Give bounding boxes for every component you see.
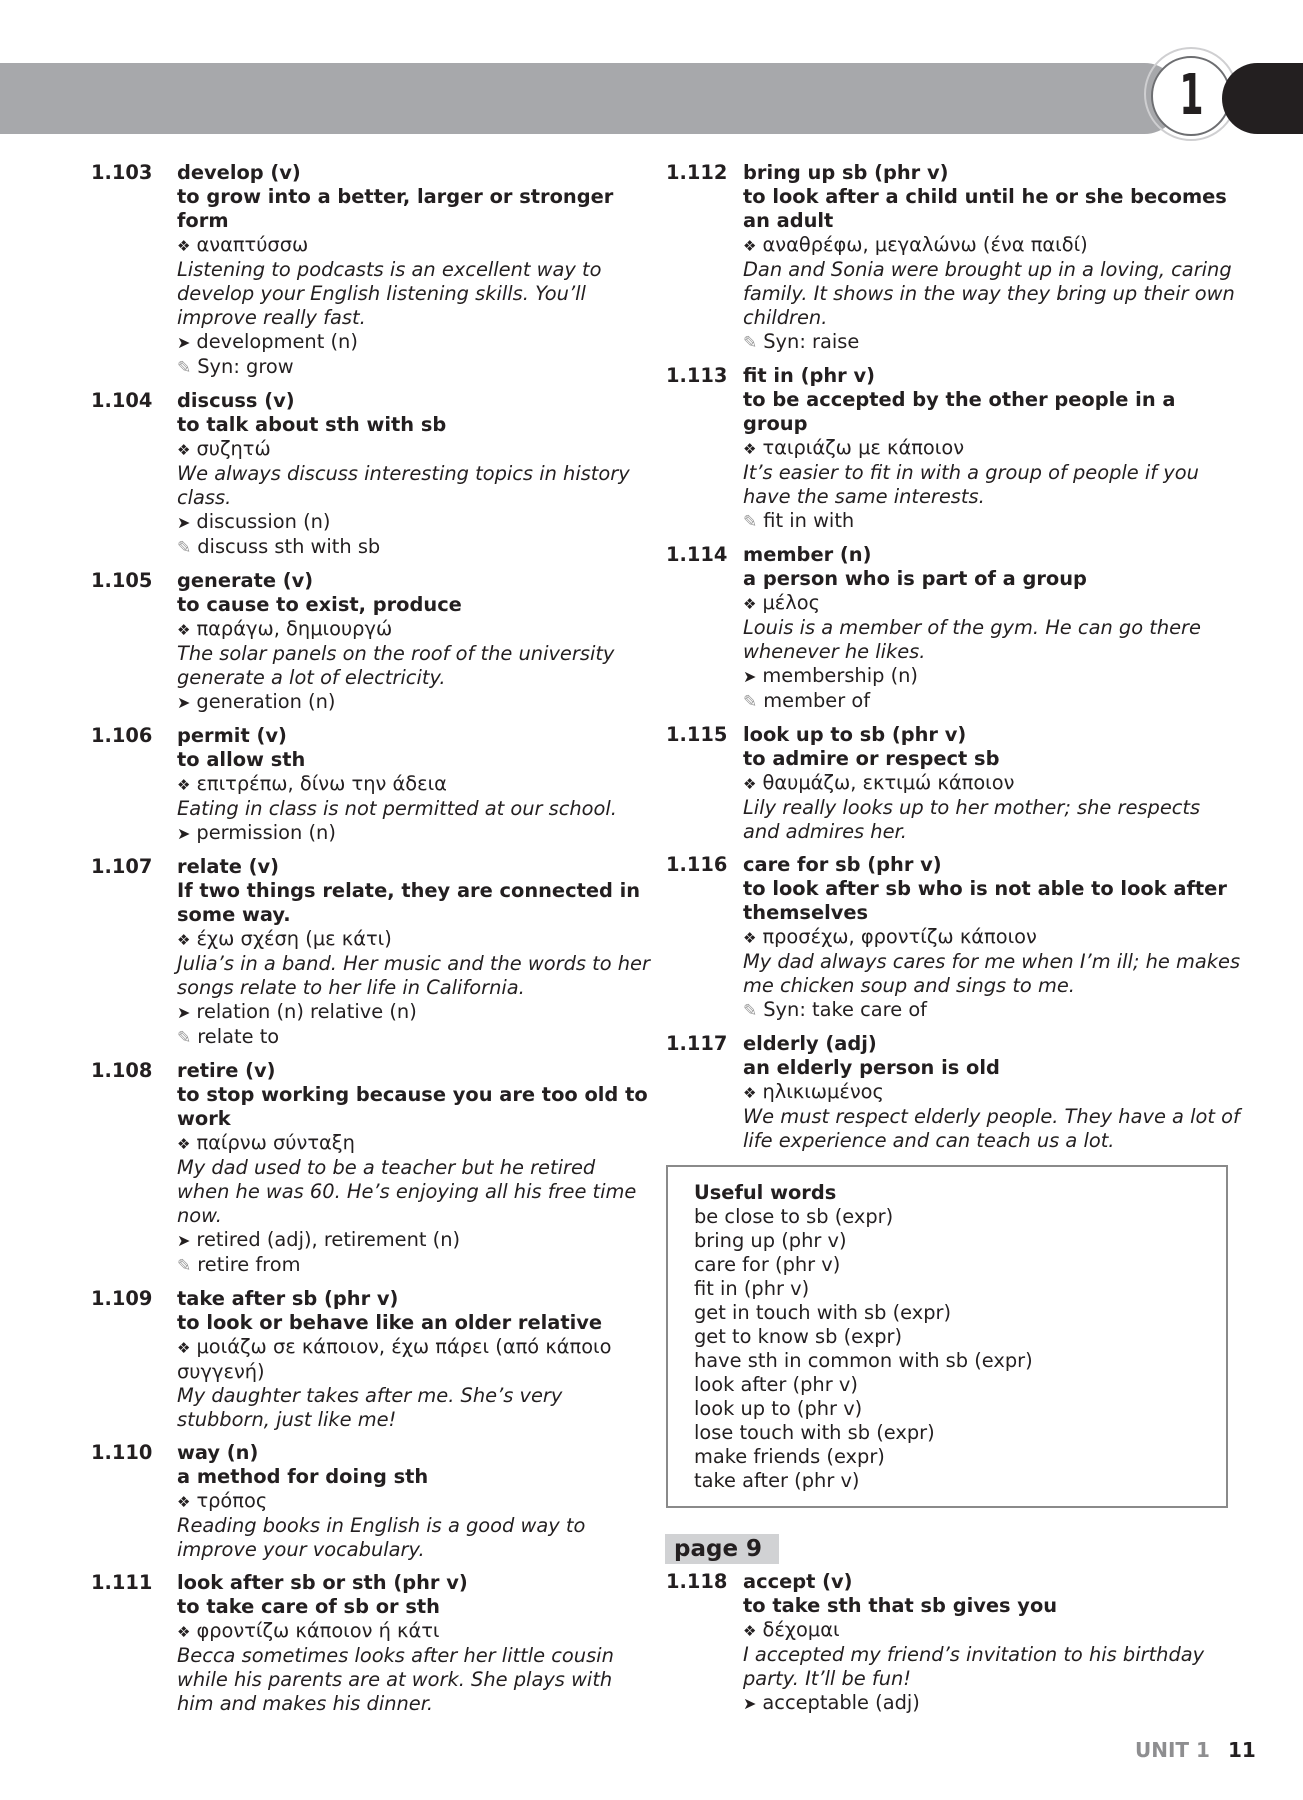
headword: member (n)	[743, 543, 872, 566]
definition: an elderly person is old	[743, 1056, 1000, 1079]
vocab-entry	[666, 364, 1241, 534]
entry-number: 1.111	[91, 1571, 153, 1594]
greek-translation: ❖ δέχομαι	[743, 1618, 840, 1641]
vocab-entry	[666, 723, 1241, 844]
headword: way (n)	[177, 1441, 259, 1464]
pencil-icon: ✎	[177, 358, 192, 378]
four-diamond-icon: ❖	[177, 931, 191, 949]
four-diamond-icon: ❖	[177, 1339, 191, 1357]
useful-word-item: care for (phr v)	[694, 1253, 841, 1276]
usage-note: ✎ relate to	[177, 1025, 280, 1048]
entry-number: 1.103	[91, 161, 153, 184]
derivative: ➤ discussion (n)	[177, 510, 331, 533]
headword: bring up sb (phr v)	[743, 161, 949, 184]
entry-body	[177, 724, 651, 846]
greek-translation: ❖ παίρνω σύνταξη	[177, 1131, 355, 1154]
entry-number: 1.116	[666, 853, 728, 876]
entry-number: 1.112	[666, 161, 728, 184]
pencil-icon: ✎	[743, 1001, 758, 1021]
vocab-entry	[91, 389, 651, 560]
entry-number: 1.109	[91, 1287, 153, 1310]
vocab-entry	[91, 569, 651, 715]
vocab-entry	[666, 1032, 1241, 1153]
arrow-icon: ➤	[177, 1003, 191, 1022]
useful-words-list	[694, 1205, 1226, 1493]
example-sentence: Reading books in English is a good way to improve your vocabulary.	[177, 1514, 586, 1561]
vocab-entry	[666, 853, 1241, 1023]
pencil-icon: ✎	[177, 1256, 192, 1276]
derivative: ➤ membership (n)	[743, 664, 918, 687]
arrow-icon: ➤	[177, 693, 191, 712]
pencil-icon: ✎	[177, 538, 192, 558]
page-footer	[1135, 1738, 1256, 1762]
usage-note: ✎ member of	[743, 689, 871, 712]
greek-translation: ❖ θαυμάζω, εκτιμώ κάποιον	[743, 771, 1015, 794]
example-sentence: Lily really looks up to her mother; she respects and admires her.	[743, 796, 1201, 843]
left-column	[91, 161, 651, 1725]
page-tag: page 9	[665, 1534, 779, 1564]
footer-page-number: 11	[1227, 1738, 1256, 1762]
example-sentence: My daughter takes after me. She’s very stubborn, just like me!	[177, 1384, 563, 1431]
vocab-entry	[666, 1570, 1241, 1716]
entry-body	[743, 723, 1241, 844]
greek-translation: ❖ αναπτύσσω	[177, 233, 309, 256]
example-sentence: My dad always cares for me when I’m ill; he makes me chicken soup and sings to me.	[743, 950, 1241, 997]
derivative: ➤ permission (n)	[177, 821, 336, 844]
four-diamond-icon: ❖	[177, 237, 191, 255]
greek-translation: ❖ μέλος	[743, 591, 820, 614]
four-diamond-icon: ❖	[177, 621, 191, 639]
greek-translation: ❖ ταιριάζω με κάποιον	[743, 436, 965, 459]
arrow-icon: ➤	[177, 333, 191, 352]
example-sentence: It’s easier to fit in with a group of people if you have the same interests.	[743, 461, 1199, 508]
entry-number: 1.118	[666, 1570, 728, 1593]
example-sentence: The solar panels on the roof of the university generate a lot of electricity.	[177, 642, 615, 689]
four-diamond-icon: ❖	[177, 776, 191, 794]
useful-word-item: look up to (phr v)	[694, 1397, 863, 1420]
entry-body	[177, 1441, 651, 1562]
example-sentence: Dan and Sonia were brought up in a loving, caring family. It shows in the way they bring up their own children.	[743, 258, 1235, 329]
headword: accept (v)	[743, 1570, 853, 1593]
example-sentence: Listening to podcasts is an excellent way to develop your English listening skills. You’ll improve really fast.	[177, 258, 602, 329]
definition: to allow sth	[177, 748, 306, 771]
entry-body	[177, 161, 651, 380]
useful-word-item: get to know sb (expr)	[694, 1325, 903, 1348]
four-diamond-icon: ❖	[177, 1135, 191, 1153]
four-diamond-icon: ❖	[743, 237, 757, 255]
pencil-icon: ✎	[177, 1028, 192, 1048]
example-sentence: Julia’s in a band. Her music and the words to her songs relate to her life in California.	[177, 952, 650, 999]
entry-body	[743, 1570, 1241, 1716]
useful-word-item: look after (phr v)	[694, 1373, 858, 1396]
headword: retire (v)	[177, 1059, 276, 1082]
entry-body	[177, 389, 651, 560]
vocab-entry	[91, 1441, 651, 1562]
four-diamond-icon: ❖	[177, 441, 191, 459]
definition: to stop working because you are too old to work	[177, 1083, 648, 1130]
entry-number: 1.107	[91, 855, 153, 878]
entry-body	[743, 543, 1241, 714]
headword: look up to sb (phr v)	[743, 723, 967, 746]
entry-body	[177, 569, 651, 715]
usage-note: ✎ retire from	[177, 1253, 301, 1276]
vocab-entry	[91, 1059, 651, 1278]
definition: to look or behave like an older relative	[177, 1311, 603, 1334]
headword: fit in (phr v)	[743, 364, 875, 387]
entry-number: 1.115	[666, 723, 728, 746]
definition: If two things relate, they are connected in some way.	[177, 879, 641, 926]
usage-note: ✎ Syn: raise	[743, 330, 860, 353]
four-diamond-icon: ❖	[743, 1084, 757, 1102]
derivative: ➤ acceptable (adj)	[743, 1691, 920, 1714]
pencil-icon: ✎	[743, 512, 758, 532]
definition: to take care of sb or sth	[177, 1595, 440, 1618]
entry-number: 1.110	[91, 1441, 153, 1464]
four-diamond-icon: ❖	[743, 775, 757, 793]
vocab-entry	[91, 161, 651, 380]
example-sentence: We must respect elderly people. They have a lot of life experience and can teach us a lot.	[743, 1105, 1240, 1152]
entry-number: 1.108	[91, 1059, 153, 1082]
entry-body	[743, 853, 1241, 1023]
example-sentence: We always discuss interesting topics in history class.	[177, 462, 630, 509]
entry-body	[743, 161, 1241, 355]
definition: to take sth that sb gives you	[743, 1594, 1058, 1617]
pencil-icon: ✎	[743, 333, 758, 353]
pencil-icon: ✎	[743, 692, 758, 712]
unit-badge-number: 1	[1178, 63, 1204, 128]
usage-note: ✎ Syn: take care of	[743, 998, 928, 1021]
definition: to admire or respect sb	[743, 747, 1000, 770]
entry-body	[743, 364, 1241, 534]
usage-note: ✎ discuss sth with sb	[177, 535, 381, 558]
page9-column	[666, 1570, 1241, 1725]
arrow-icon: ➤	[177, 824, 191, 843]
headword: elderly (adj)	[743, 1032, 877, 1055]
footer-unit: UNIT 1	[1135, 1738, 1210, 1762]
arrow-icon: ➤	[177, 513, 191, 532]
vocab-entry	[91, 855, 651, 1050]
four-diamond-icon: ❖	[743, 1622, 757, 1640]
entry-number: 1.113	[666, 364, 728, 387]
derivative: ➤ relation (n) relative (n)	[177, 1000, 417, 1023]
definition: to grow into a better, larger or stronger form	[177, 185, 614, 232]
useful-word-item: fit in (phr v)	[694, 1277, 810, 1300]
example-sentence: I accepted my friend’s invitation to his birthday party. It’ll be fun!	[743, 1643, 1205, 1690]
header-dark-tab	[1222, 63, 1303, 134]
usage-note: ✎ fit in with	[743, 509, 855, 532]
headword: care for sb (phr v)	[743, 853, 942, 876]
entry-number: 1.114	[666, 543, 728, 566]
derivative: ➤ development (n)	[177, 330, 358, 353]
useful-word-item: make friends (expr)	[694, 1445, 885, 1468]
header-band	[0, 63, 1180, 134]
headword: permit (v)	[177, 724, 287, 747]
greek-translation: ❖ επιτρέπω, δίνω την άδεια	[177, 772, 447, 795]
greek-translation: ❖ συζητώ	[177, 437, 271, 460]
greek-translation: ❖ παράγω, δημιουργώ	[177, 617, 393, 640]
entry-number: 1.105	[91, 569, 153, 592]
derivative: ➤ retired (adj), retirement (n)	[177, 1228, 461, 1251]
four-diamond-icon: ❖	[743, 440, 757, 458]
definition: a person who is part of a group	[743, 567, 1087, 590]
derivative: ➤ generation (n)	[177, 690, 336, 713]
vocab-entry	[666, 161, 1241, 355]
four-diamond-icon: ❖	[743, 595, 757, 613]
four-diamond-icon: ❖	[743, 929, 757, 947]
definition: to cause to exist, produce	[177, 593, 462, 616]
greek-translation: ❖ μοιάζω σε κάποιον, έχω πάρει (από κάποιο συγγενή)	[177, 1335, 612, 1383]
entry-number: 1.117	[666, 1032, 728, 1055]
arrow-icon: ➤	[743, 1694, 757, 1713]
useful-words-box	[666, 1165, 1228, 1508]
headword: generate (v)	[177, 569, 314, 592]
useful-word-item: lose touch with sb (expr)	[694, 1421, 935, 1444]
four-diamond-icon: ❖	[177, 1623, 191, 1641]
example-sentence: Louis is a member of the gym. He can go there whenever he likes.	[743, 616, 1201, 663]
useful-word-item: be close to sb (expr)	[694, 1205, 894, 1228]
entry-number: 1.104	[91, 389, 153, 412]
entry-body	[177, 855, 651, 1050]
definition: to be accepted by the other people in a group	[743, 388, 1176, 435]
greek-translation: ❖ έχω σχέση (με κάτι)	[177, 927, 392, 950]
entry-body	[177, 1287, 651, 1432]
headword: discuss (v)	[177, 389, 295, 412]
useful-word-item: bring up (phr v)	[694, 1229, 847, 1252]
example-sentence: Eating in class is not permitted at our school.	[177, 797, 617, 820]
entry-body	[177, 1571, 651, 1716]
entry-body	[177, 1059, 651, 1278]
greek-translation: ❖ αναθρέφω, μεγαλώνω (ένα παιδί)	[743, 233, 1088, 256]
four-diamond-icon: ❖	[177, 1493, 191, 1511]
headword: develop (v)	[177, 161, 301, 184]
vocab-entry	[666, 543, 1241, 714]
useful-word-item: take after (phr v)	[694, 1469, 860, 1492]
greek-translation: ❖ φροντίζω κάποιον ή κάτι	[177, 1619, 440, 1642]
entry-body	[743, 1032, 1241, 1153]
usage-note: ✎ Syn: grow	[177, 355, 294, 378]
definition: to talk about sth with sb	[177, 413, 447, 436]
right-column	[666, 161, 1241, 1162]
definition: to look after a child until he or she becomes an adult	[743, 185, 1227, 232]
useful-words-title: Useful words	[694, 1181, 837, 1204]
useful-word-item: get in touch with sb (expr)	[694, 1301, 952, 1324]
headword: take after sb (phr v)	[177, 1287, 399, 1310]
greek-translation: ❖ προσέχω, φροντίζω κάποιον	[743, 925, 1037, 948]
vocab-entry	[91, 1571, 651, 1716]
definition: a method for doing sth	[177, 1465, 429, 1488]
greek-translation: ❖ ηλικιωμένος	[743, 1080, 884, 1103]
vocab-entry	[91, 724, 651, 846]
example-sentence: My dad used to be a teacher but he retired when he was 60. He’s enjoying all his free time now.	[177, 1156, 637, 1227]
headword: look after sb or sth (phr v)	[177, 1571, 468, 1594]
definition: to look after sb who is not able to look after themselves	[743, 877, 1227, 924]
entry-number: 1.106	[91, 724, 153, 747]
arrow-icon: ➤	[743, 667, 757, 686]
useful-word-item: have sth in common with sb (expr)	[694, 1349, 1033, 1372]
vocab-entry	[91, 1287, 651, 1432]
unit-badge	[1151, 56, 1231, 136]
headword: relate (v)	[177, 855, 279, 878]
greek-translation: ❖ τρόπος	[177, 1489, 268, 1512]
arrow-icon: ➤	[177, 1231, 191, 1250]
example-sentence: Becca sometimes looks after her little cousin while his parents are at work. She plays with him and makes his dinner.	[177, 1644, 614, 1715]
